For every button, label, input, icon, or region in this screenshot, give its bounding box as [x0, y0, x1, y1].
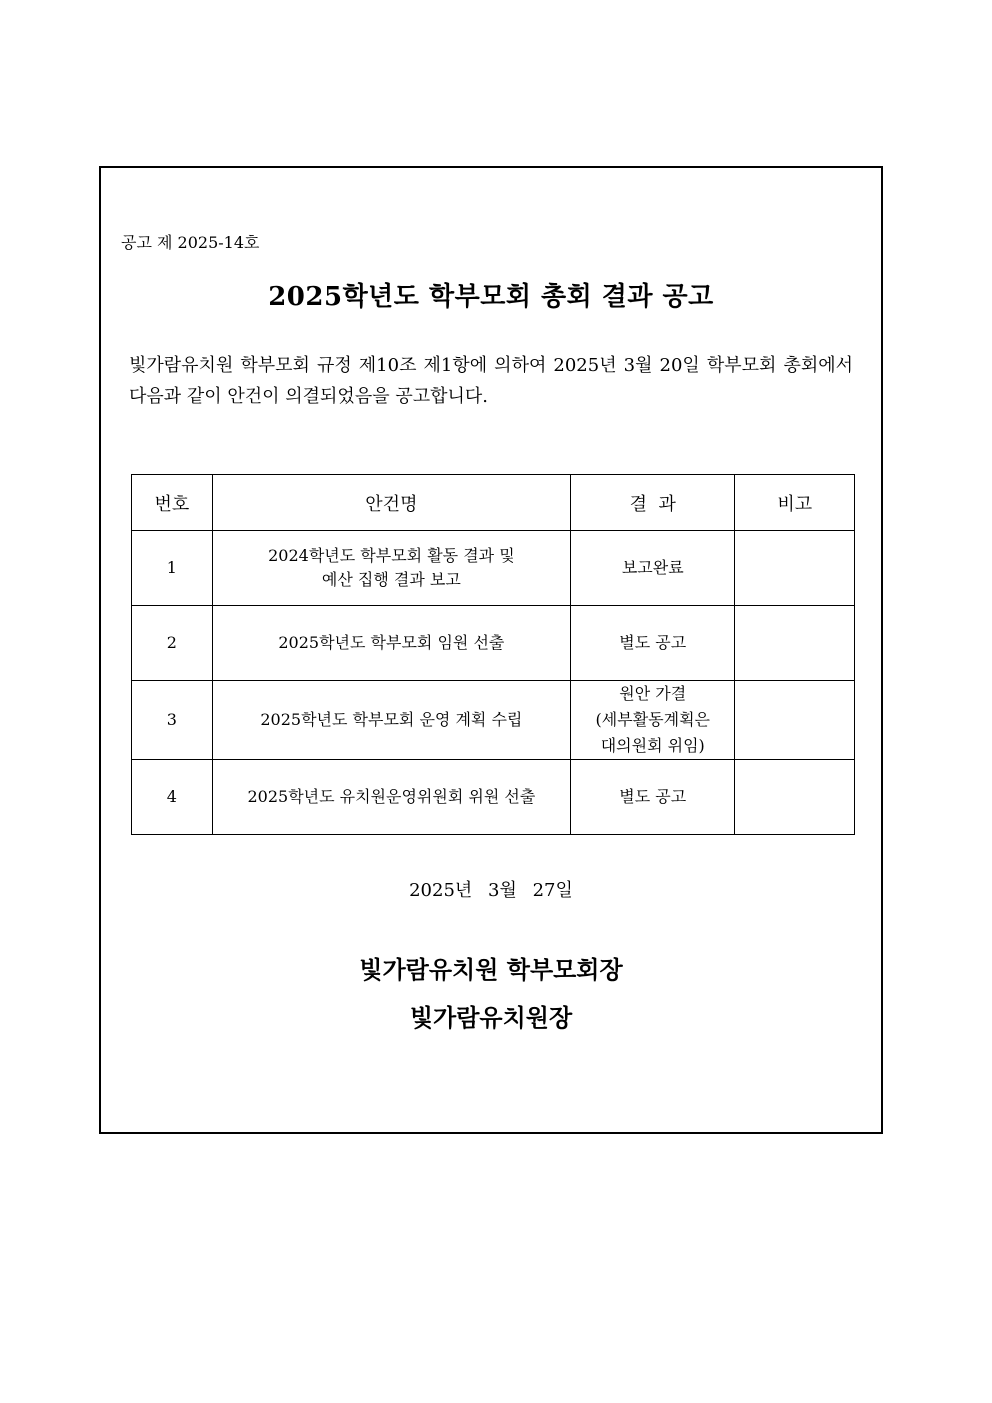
row-result: [571, 681, 735, 760]
agenda-line: 2025학년도 학부모회 운영 계획 수립: [260, 710, 523, 729]
agenda-line: 예산 집행 결과 보고: [321, 570, 461, 589]
table-row: [132, 606, 855, 681]
signatory-parents-president: 빛가람유치원 학부모회장: [359, 955, 623, 984]
result-line: 원안 가결: [619, 684, 687, 703]
agenda-table: [131, 474, 855, 835]
notice-date: 2025년 3월 27일: [409, 880, 573, 901]
row-result: [571, 760, 735, 835]
table-header-row: [132, 475, 855, 531]
header-number: 번호: [132, 475, 213, 531]
row-agenda: [212, 531, 570, 606]
row-agenda: [212, 681, 570, 760]
agenda-line: 2025학년도 학부모회 임원 선출: [278, 633, 505, 652]
result-line: (세부활동계획은: [595, 710, 710, 729]
notice-frame: [99, 166, 883, 1134]
header-agenda: 안건명: [212, 475, 570, 531]
result-line: 대의원회 위임): [600, 736, 705, 755]
row-number: 4: [132, 760, 213, 835]
notice-number: 공고 제 2025-14호: [121, 233, 260, 252]
row-number: 1: [132, 531, 213, 606]
row-note: [735, 606, 855, 681]
agenda-line: 2024학년도 학부모회 활동 결과 및: [268, 546, 515, 565]
row-note: [735, 760, 855, 835]
row-note: [735, 681, 855, 760]
row-agenda: [212, 760, 570, 835]
result-line: 별도 공고: [619, 787, 687, 806]
notice-body: 빛가람유치원 학부모회 규정 제10조 제1항에 의하여 2025년 3월 20일 학부모회 총회에서 다음과 같이 안건이 의결되었음을 공고합니다.: [129, 355, 853, 407]
table-row: [132, 760, 855, 835]
table-row: [132, 531, 855, 606]
result-line: 보고완료: [621, 558, 684, 577]
result-line: 별도 공고: [619, 633, 687, 652]
agenda-line: 2025학년도 유치원운영위원회 위원 선출: [247, 787, 536, 806]
row-agenda: [212, 606, 570, 681]
row-result: [571, 531, 735, 606]
row-number: 3: [132, 681, 213, 760]
row-number: 2: [132, 606, 213, 681]
header-result: 결 과: [571, 475, 735, 531]
signatory-principal: 빛가람유치원장: [409, 1003, 573, 1032]
page-title: 2025학년도 학부모회 총회 결과 공고: [268, 282, 714, 312]
table-row: [132, 681, 855, 760]
row-result: [571, 606, 735, 681]
header-note: 비고: [735, 475, 855, 531]
row-note: [735, 531, 855, 606]
